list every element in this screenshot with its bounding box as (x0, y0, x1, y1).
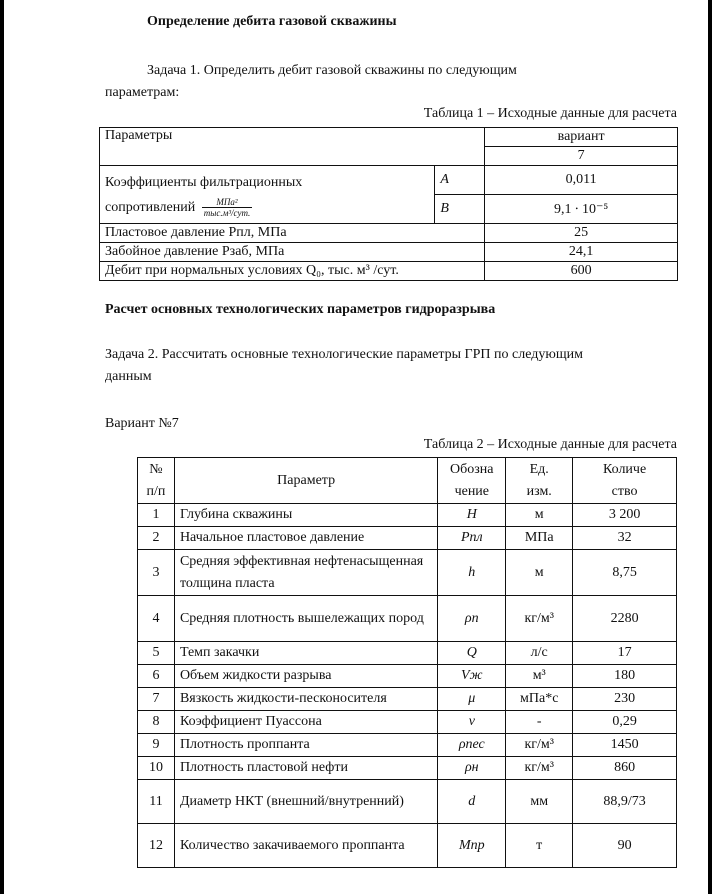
row-param: Глубина скважины (174, 504, 437, 527)
t2-head-designation (438, 458, 506, 504)
row-symbol: H (438, 504, 506, 527)
row-value: 860 (573, 757, 677, 780)
task1-text (105, 60, 677, 104)
task1-line1: Задача 1. Определить дебит газовой скважины по следующим (147, 63, 517, 78)
t1-row-value: 600 (485, 262, 678, 281)
t1-filtration-line1: Коэффициенты фильтрационных (105, 174, 303, 190)
row-symbol: ρп (438, 596, 506, 642)
row-param: Плотность пластовой нефти (174, 757, 437, 780)
row-unit: кг/м³ (506, 596, 573, 642)
row-value: 8,75 (573, 550, 677, 596)
table2-caption: Таблица 2 – Исходные данные для расчета (423, 437, 677, 452)
row-value: 32 (573, 527, 677, 550)
table-row (138, 711, 677, 734)
table-row (138, 504, 677, 527)
t2-head-quantity-1: Количе (602, 461, 647, 477)
row-unit: м³ (506, 665, 573, 688)
t2-head-number-2: п/п (146, 483, 166, 499)
right-border (708, 0, 712, 894)
row-symbol: Mпр (438, 824, 506, 868)
t2-head-designation-1: Обозна (450, 461, 494, 477)
task2-line1: Задача 2. Рассчитать основные технологические параметры ГРП по следующим (105, 347, 583, 362)
row-number: 9 (138, 734, 175, 757)
row-symbol: Vж (438, 665, 506, 688)
t1-head-params: Параметры (100, 128, 485, 166)
row-number: 7 (138, 688, 175, 711)
row-unit: МПа (506, 527, 573, 550)
t1-row-value: 24,1 (485, 243, 678, 262)
row-unit: т (506, 824, 573, 868)
row-param: Плотность проппанта (174, 734, 437, 757)
row-value: 17 (573, 642, 677, 665)
row-value: 1450 (573, 734, 677, 757)
row-param: Диаметр НКТ (внешний/внутренний) (174, 780, 437, 824)
left-border (0, 0, 4, 894)
table-row (138, 642, 677, 665)
t1-coef-a-value: 0,011 (485, 166, 678, 195)
row-unit: кг/м³ (506, 734, 573, 757)
row-symbol: Pпл (438, 527, 506, 550)
row-unit: м (506, 550, 573, 596)
row-number: 8 (138, 711, 175, 734)
row-number: 3 (138, 550, 175, 596)
t1-coef-b-label: B (435, 195, 485, 224)
row-number: 12 (138, 824, 175, 868)
t1-row-label: Пластовое давление Pпл, МПа (100, 224, 485, 243)
t2-head-unit-2: изм. (526, 483, 552, 499)
row-param: Начальное пластовое давление (174, 527, 437, 550)
t2-head-quantity (573, 458, 677, 504)
row-number: 10 (138, 757, 175, 780)
variant-label: Вариант №7 (105, 416, 179, 431)
row-param: Темп закачки (174, 642, 437, 665)
row-param: Средняя эффективная нефтенасыщенная толщина пласта (174, 550, 437, 596)
t1-coef-b-value: 9,1 ∙ 10⁻⁵ (485, 195, 678, 224)
t1-units-numerator: МПа² (202, 197, 253, 208)
task2-text (105, 344, 677, 388)
table1-caption: Таблица 1 – Исходные данные для расчета (423, 106, 677, 121)
row-symbol: ρпес (438, 734, 506, 757)
t2-head-number (138, 458, 175, 504)
table-row (138, 757, 677, 780)
t1-units-denominator: тыс.м³/сут. (203, 207, 251, 218)
table-row (138, 665, 677, 688)
table-row (138, 734, 677, 757)
row-unit: мПа*с (506, 688, 573, 711)
task2-line2: данным (105, 369, 152, 384)
row-number: 11 (138, 780, 175, 824)
row-symbol: d (438, 780, 506, 824)
row-number: 4 (138, 596, 175, 642)
t1-filtration-units (202, 197, 253, 218)
row-value: 90 (573, 824, 677, 868)
row-unit: л/с (506, 642, 573, 665)
table-row (138, 824, 677, 868)
t1-variant-number: 7 (485, 147, 678, 166)
t1-head-variant: вариант (485, 128, 678, 147)
t1-filtration-label (100, 166, 435, 224)
task1-line2: параметрам: (105, 85, 180, 100)
row-unit: кг/м³ (506, 757, 573, 780)
t1-coef-a-label: A (435, 166, 485, 195)
row-unit: м (506, 504, 573, 527)
t1-filtration-line2: сопротивлений (105, 199, 196, 215)
row-unit: - (506, 711, 573, 734)
section1-title: Определение дебита газовой скважины (147, 14, 397, 29)
row-unit: мм (506, 780, 573, 824)
t1-row-label: Забойное давление Pзаб, МПа (100, 243, 485, 262)
row-param: Вязкость жидкости-песконосителя (174, 688, 437, 711)
table1 (99, 127, 678, 281)
row-symbol: μ (438, 688, 506, 711)
table-row (138, 688, 677, 711)
table-row (138, 596, 677, 642)
t2-head-number-1: № (149, 461, 163, 477)
row-param: Коэффициент Пуассона (174, 711, 437, 734)
row-value: 0,29 (573, 711, 677, 734)
row-number: 5 (138, 642, 175, 665)
t1-row-value: 25 (485, 224, 678, 243)
row-value: 2280 (573, 596, 677, 642)
row-number: 2 (138, 527, 175, 550)
row-number: 6 (138, 665, 175, 688)
t2-head-unit (506, 458, 573, 504)
table-row (138, 550, 677, 596)
t2-head-designation-2: чение (454, 483, 490, 499)
row-param: Средняя плотность вышележащих пород (174, 596, 437, 642)
table2 (137, 457, 677, 868)
row-number: 1 (138, 504, 175, 527)
table-row (138, 780, 677, 824)
row-value: 88,9/73 (573, 780, 677, 824)
row-symbol: ρн (438, 757, 506, 780)
row-symbol: h (438, 550, 506, 596)
t2-head-unit-1: Ед. (529, 461, 549, 477)
t1-row-label: Дебит при нормальных условиях Q₀, тыс. м³ /сут. (100, 262, 485, 281)
row-param: Объем жидкости разрыва (174, 665, 437, 688)
t2-head-quantity-2: ство (611, 483, 638, 499)
row-value: 3 200 (573, 504, 677, 527)
row-symbol: Q (438, 642, 506, 665)
row-symbol: ν (438, 711, 506, 734)
row-value: 230 (573, 688, 677, 711)
t2-head-param: Параметр (174, 458, 437, 504)
section2-title: Расчет основных технологических параметров гидроразрыва (105, 302, 496, 317)
row-value: 180 (573, 665, 677, 688)
table-row (138, 527, 677, 550)
row-param: Количество закачиваемого проппанта (174, 824, 437, 868)
